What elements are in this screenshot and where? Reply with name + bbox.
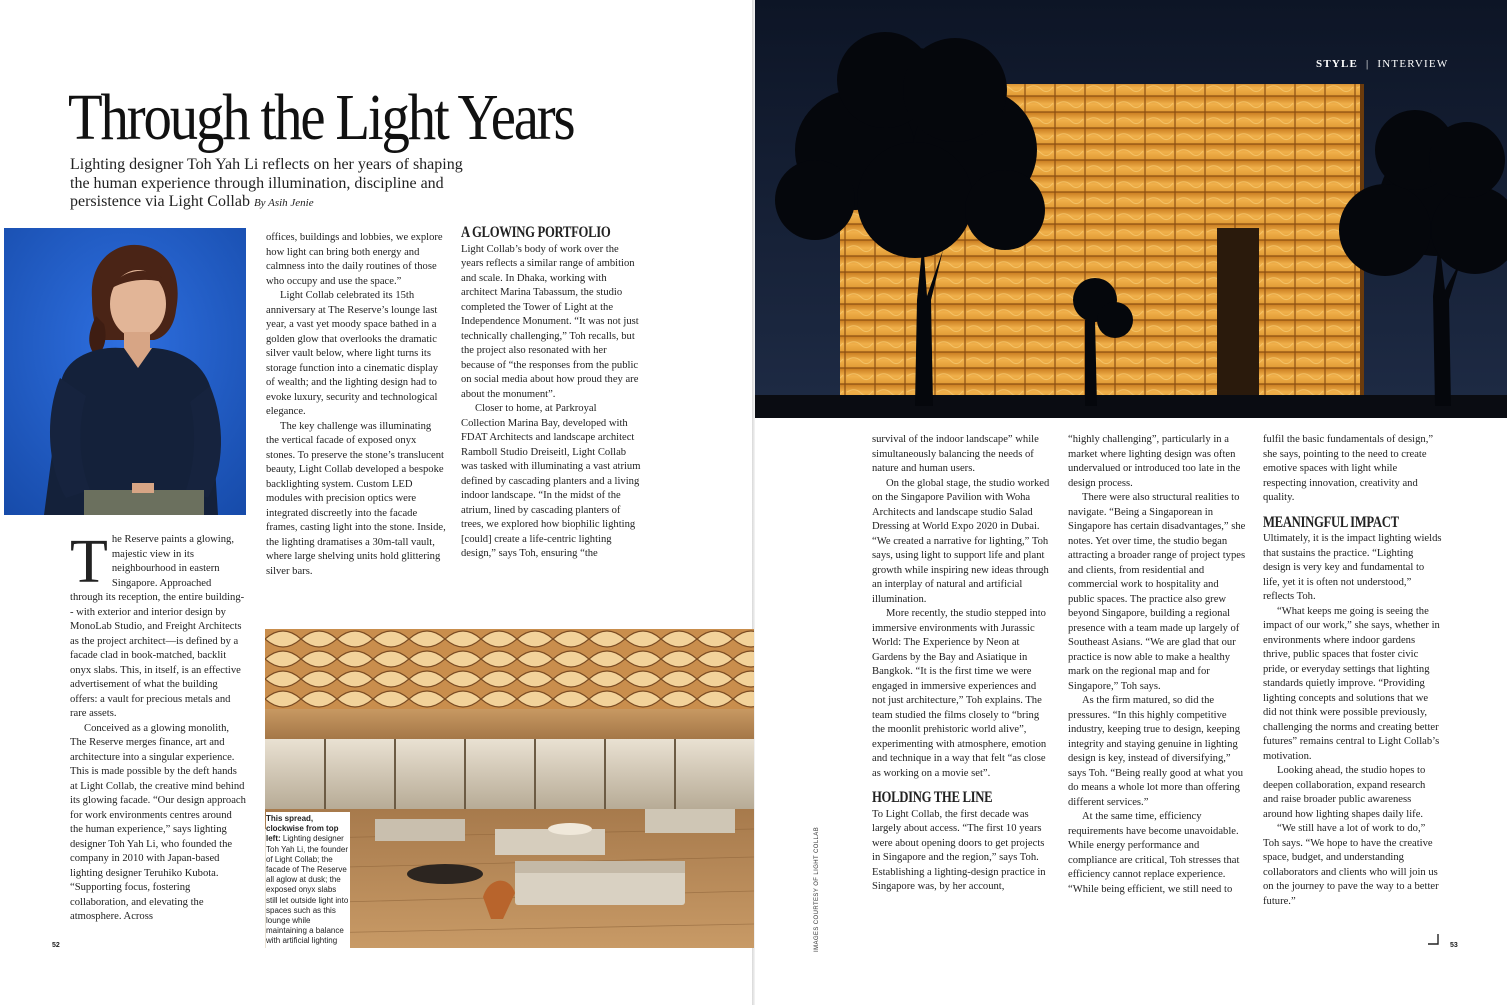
section-divider: | (1366, 58, 1370, 70)
paragraph: Conceived as a glowing monolith, The Reserve merges finance, art and architecture into a singular experience. This is made possible by the deft hands at Light Collab, the creative mind behind its glowing facade. “Our design approach for work environments centres around the human experience,” says lighting designer Toh Yah Li, who founded the company in 2010 with Japan-based lighting designer Teruhiko Kubota. “Supporting focus, fostering collaboration, and elevating the atmosphere. Across (70, 722, 246, 922)
paragraph: There were also structural realities to navigate. “Being a Singaporean in Singapore has certain disadvantages,” she notes. Yet over time, the studio began attracting a broader range of project types and clients, from residential and commercial work to hospitality and public spaces. The practice also grew beyond Singapore, building a regional presence with a team made up largely of Southeast Asians. “We are glad that our practice is now able to make a healthy mark on the regional map and for Singapore,” Toh says. (1068, 492, 1246, 692)
section-heading: MEANINGFUL IMPACT (1263, 513, 1399, 531)
photo-caption (266, 812, 350, 950)
byline: By Asih Jenie (253, 197, 314, 209)
section-heading: HOLDING THE LINE (872, 789, 993, 806)
deck-text: Lighting designer Toh Yah Li reflects on her years of shaping the human experience through illumination, discipline and persistence via Light Collab (70, 156, 463, 210)
section-style: STYLE (1316, 58, 1359, 70)
section-interview: INTERVIEW (1377, 58, 1449, 70)
paragraph-text: he Reserve paints a glowing, majestic view in its neighbourhood in eastern Singapore. Approached through its reception, the entire building-- with exterior and interior design by MonoLab Studio, and Freight Architects as the project architect—is defined by a facade clad in book-matched, backlit onyx slabs. This, in itself, is an effective advertisement of what the building offers: a vault for precious metals and rare assets. (70, 534, 245, 719)
caption-lead: This spread, clockwise from top left: (266, 814, 339, 844)
caption-text: Lighting designer Toh Yah Li, the founder of Light Collab; the facade of The Reserve all aglow at dusk; the exposed onyx slabs still let outside light into spaces such as this lounge while maintaining a balance with artificial lighting (266, 834, 349, 946)
portrait-photo (4, 228, 246, 515)
drop-cap: T (70, 528, 108, 596)
paragraph: “What keeps me going is seeing the impact of our work,” she says, whether in environments where indoor gardens thrive, public spaces that foster civic pride, or everyday settings that lighting standards quietly improve. “Providing lighting concepts and solutions that we did not think were possible previously, challenging the norms and creating better futures” remains central to Light Collab’s motivation. (1263, 605, 1440, 762)
photo-credit: IMAGES COURTESY OF LIGHT COLLAB (814, 826, 820, 952)
paragraph: Light Collab celebrated its 15th anniversary at The Reserve’s lounge last year, a vast yet moody space bathed in a golden glow that overlooks the dramatic silver vault below, where light turns its storage function into a cinematic display of wealth; and the lighting design had to evoke luxury, security and technological elegance. (266, 290, 439, 417)
paragraph: “We still have a lot of work to do,” Toh says. “We hope to have the creative space, budget, and understanding collaborators and clients who will join us on the journey to pave the way to a better future.” (1263, 823, 1439, 907)
paragraph (70, 528, 246, 722)
column-6 (1263, 433, 1443, 909)
paragraph: Looking ahead, the studio hopes to deepen collaboration, expand research and raise broader public awareness around how lighting shapes daily life. (1263, 765, 1426, 820)
paragraph: Ultimately, it is the impact lighting wields that sustains the practice. “Lighting design is very key and fundamental to life, yet it is often not understood,” reflects Toh. (1263, 533, 1442, 602)
paragraph: offices, buildings and lobbies, we explore how light can bring both energy and calmness into the daily routines of those who occupy and use the space.” (266, 232, 443, 287)
column-5 (1068, 433, 1246, 897)
end-mark-icon (1428, 934, 1440, 946)
section-label (1316, 58, 1448, 70)
paragraph: survival of the indoor landscape” while simultaneously balancing the needs of nature and human users. (872, 434, 1039, 474)
column-3 (461, 226, 641, 562)
page-number-right: 53 (1450, 942, 1458, 949)
paragraph: Closer to home, at Parkroyal Collection Marina Bay, developed with FDAT Architects and landscape architect Ramboll Studio Dreiseitl, Light Collab was tasked with illuminating a vast atrium defined by cascading planters and a living indoor landscape. “In the midst of the atrium, lined by cascading planters of trees, we explored how biophilic lighting [could] create a life-centric lighting design,” says Toh, ensuring “the (461, 403, 641, 559)
column-1 (70, 528, 246, 925)
article-deck (70, 156, 470, 213)
paragraph: Light Collab’s body of work over the years reflects a similar range of ambition and scale. In Dhaka, working with architect Marina Tabassum, the studio completed the Tower of Light at the Independence Monument. “It was not just technically challenging,” Toh recalls, but the project also resonated with her because of “the responses from the public on social media about how proud they are about the monument”. (461, 243, 639, 400)
article-title: Through the Light Years (68, 81, 574, 154)
section-heading: A GLOWING PORTFOLIO (461, 224, 611, 241)
paragraph: To Light Collab, the first decade was largely about access. “The first 10 years were about opening doors to get projects in Singapore and the region,” says Toh. Establishing a lighting-design practice in Singapore was, by her account, (872, 808, 1046, 892)
column-4 (872, 433, 1052, 895)
page-number-left: 52 (52, 942, 60, 949)
paragraph: More recently, the studio stepped into immersive environments with Jurassic World: The Experience by Neon at Gardens by the Bay and Asiatique in Bangkok. “It is the first time we were engaged in immersive experiences and not just architecture,” Toh explains. The team studied the films closely to “bring the moonlit prehistoric world alive”, experimenting with atmosphere, emotion and technique in a way that felt “as close as working on a movie set”. (872, 608, 1047, 779)
paragraph: The key challenge was illuminating the vertical facade of exposed onyx stones. To preserve the stone’s translucent beauty, Light Collab developed a bespoke backlighting system. Custom LED modules with precision optics were integrated discreetly into the facade frames, casting light into the stone. Inside, the lighting dramatises a 30m-tall vault, where large shelving units hold glittering silver bars. (266, 420, 446, 577)
paragraph: At the same time, efficiency requirements have become unavoidable. While energy performance and compliance are critical, Toh stresses that efficiency cannot replace experience. “While being efficient, we still need to (1068, 811, 1240, 895)
paragraph: On the global stage, the studio worked on the Singapore Pavilion with Woha Architects and landscape studio Salad Dressing at World Expo 2020 in Dubai. “We created a narrative for lighting,” Toh says, using light to support life and plant growth while inspiring new ideas through an interplay of natural and artificial illumination. (872, 477, 1050, 605)
paragraph: “highly challenging”, particularly in a market where lighting design was often undervalued or introduced too late in the design process. (1068, 434, 1241, 489)
paragraph: fulfil the basic fundamentals of design,” she says, pointing to the need to create emotive spaces with light while respecting innovation, creativity and quality. (1263, 434, 1434, 503)
paragraph: As the firm matured, so did the pressures. “In this highly competitive industry, keeping true to design, keeping integrity and staying genuine in lighting design is key, instead of diversifying,” says Toh. “Being really good at what you do means a whole lot more than offering different services.” (1068, 695, 1244, 808)
column-2 (266, 231, 446, 579)
